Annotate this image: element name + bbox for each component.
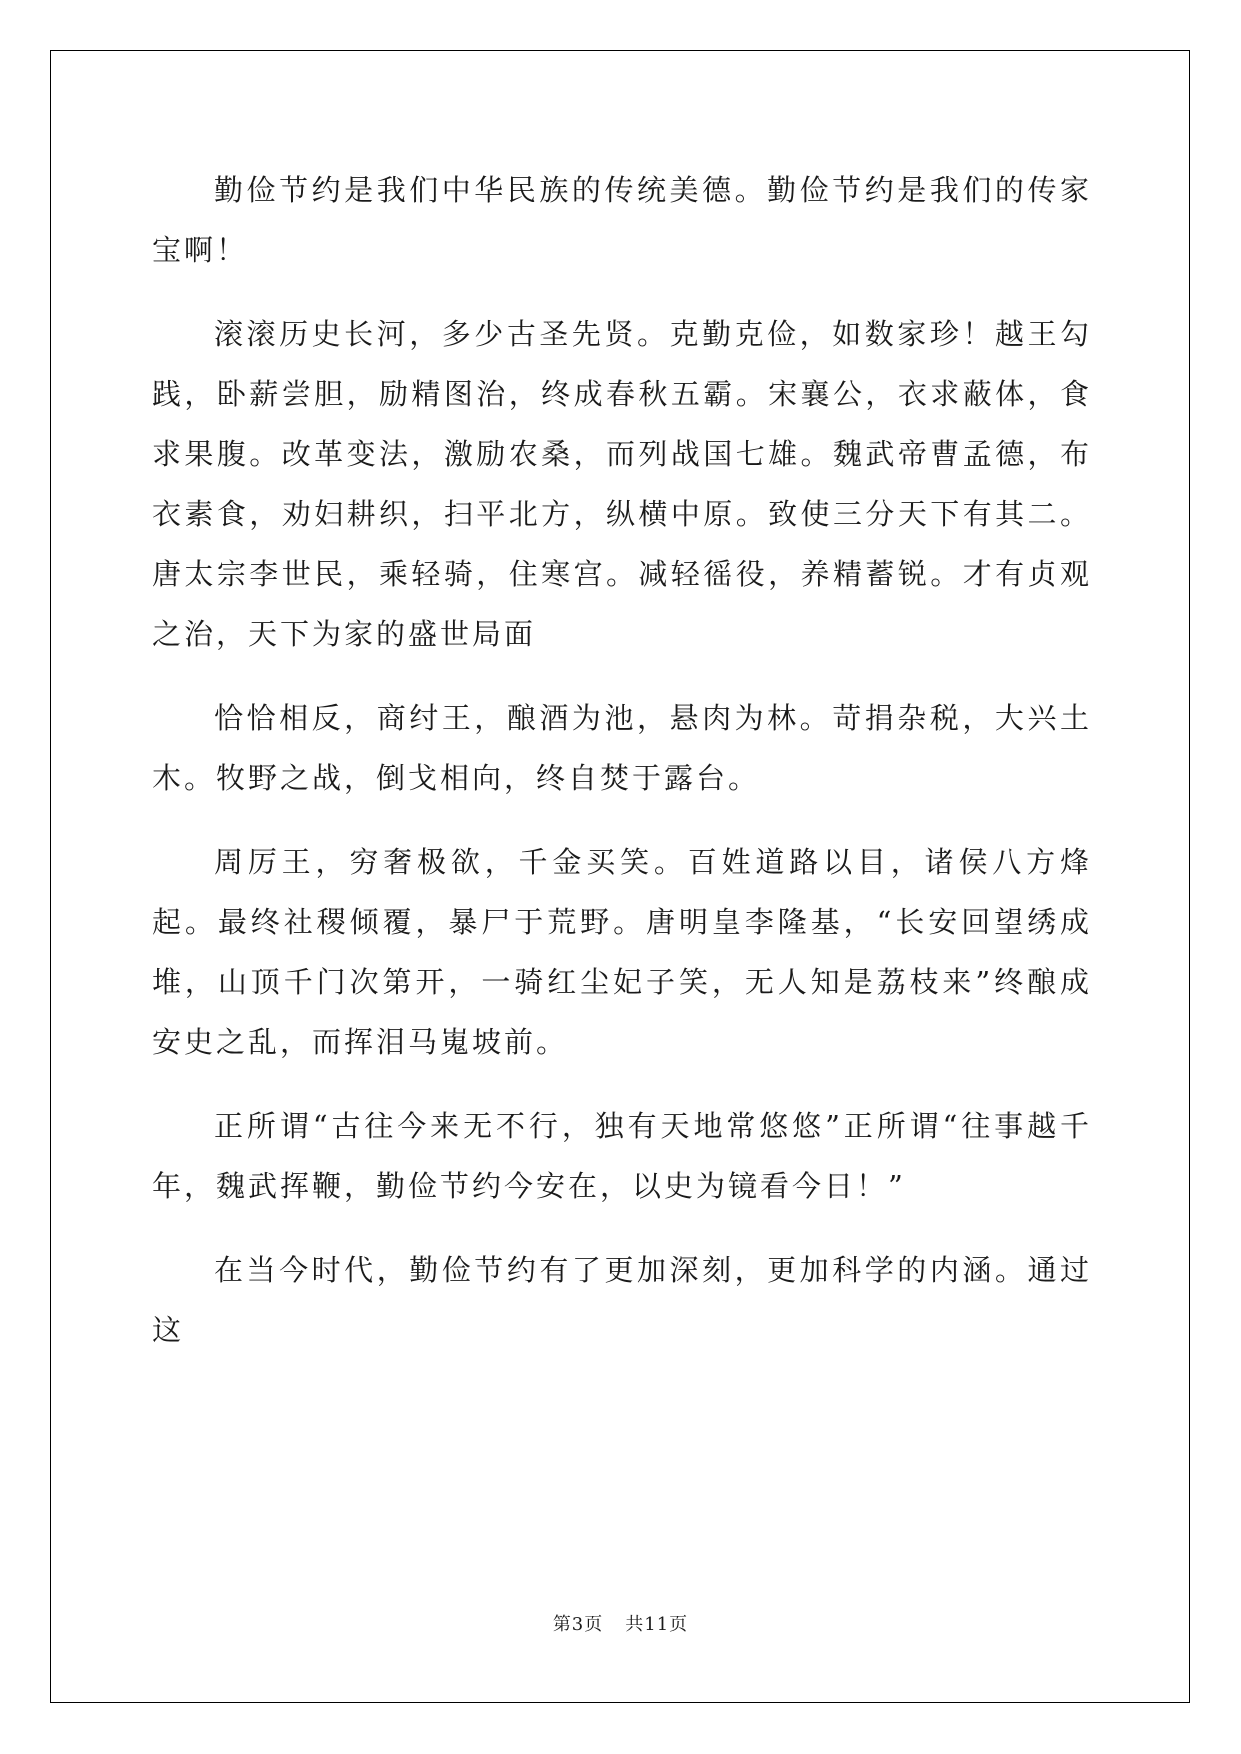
paragraph-3: 恰恰相反，商纣王，酿酒为池，悬肉为林。苛捐杂税，大兴土木。牧野之战，倒戈相向，终自焚于露台。 [152,701,1092,795]
page-number-current: 第3页 [552,1614,604,1635]
page-number-total: 共11页 [625,1614,689,1635]
paragraph-1: 勤俭节约是我们中华民族的传统美德。勤俭节约是我们的传家宝啊！ [152,173,1092,267]
paragraph-6: 在当今时代，勤俭节约有了更加深刻，更加科学的内涵。通过这 [152,1253,1092,1347]
document-body [152,160,1092,1384]
paragraph-4: 周厉王，穷奢极欲，千金买笑。百姓道路以目，诸侯八方烽起。最终社稷倾覆，暴尸于荒野。唐明皇李隆基，“长安回望绣成堆，山顶千门次第开，一骑红尘妃子笑，无人知是荔枝来”终酿成安史之乱，而挥泪马嵬坡前。 [152,845,1092,1059]
paragraph-5: 正所谓“古往今来无不行，独有天地常悠悠”正所谓“往事越千年，魏武挥鞭，勤俭节约今安在，以史为镜看今日！” [152,1109,1092,1203]
page-footer [0,1610,1241,1636]
paragraph-2: 滚滚历史长河，多少古圣先贤。克勤克俭，如数家珍！越王勾践，卧薪尝胆，励精图治，终成春秋五霸。宋襄公，衣求蔽体，食求果腹。改革变法，激励农桑，而列战国七雄。魏武帝曹孟德，布衣素食，劝妇耕织，扫平北方，纵横中原。致使三分天下有其二。唐太宗李世民，乘轻骑，住寒宫。减轻徭役，养精蓄锐。才有贞观之治，天下为家的盛世局面 [152,317,1092,651]
